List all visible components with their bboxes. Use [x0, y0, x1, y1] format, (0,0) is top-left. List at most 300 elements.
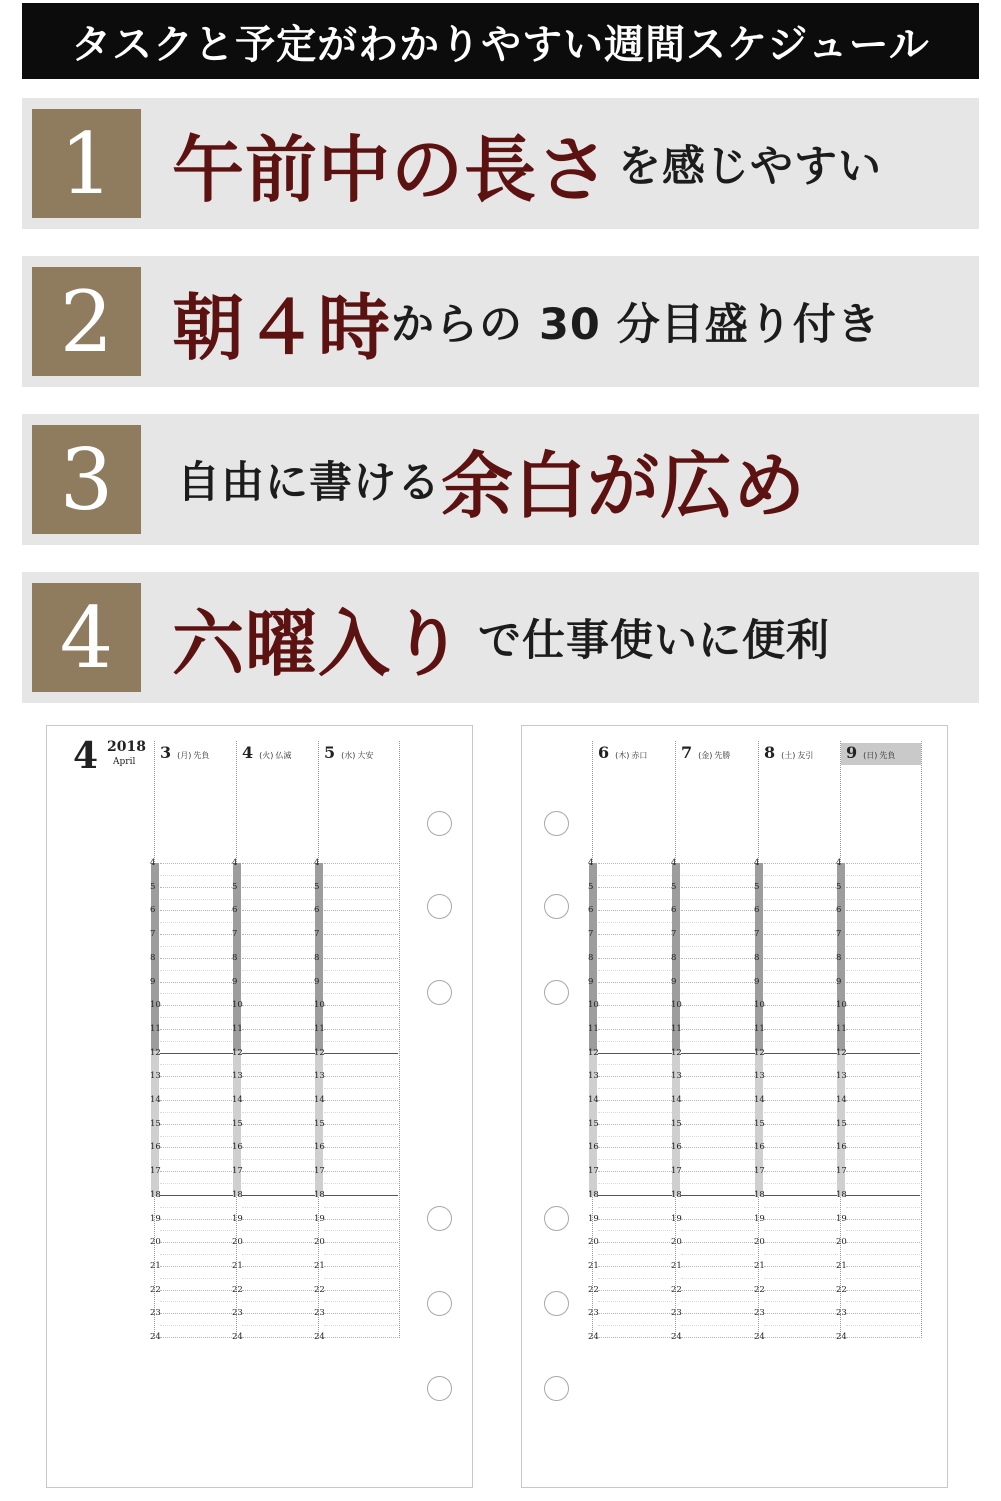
day-column — [671, 741, 760, 1342]
feature-emphasis: 余白が広め — [441, 443, 807, 528]
hour-line — [598, 910, 672, 911]
month-english: April — [113, 757, 136, 767]
hour-line — [846, 1171, 920, 1172]
hour-line — [846, 1313, 920, 1314]
half-hour-line — [764, 899, 838, 900]
hour-line — [242, 1124, 316, 1125]
half-hour-line — [764, 1112, 838, 1113]
hour-label: 18 — [588, 1189, 599, 1200]
half-hour-line — [160, 1088, 234, 1089]
hour-line — [764, 958, 838, 959]
half-hour-line — [846, 1159, 920, 1160]
half-hour-line — [324, 1278, 398, 1279]
hour-label: 19 — [671, 1213, 682, 1224]
hour-label: 6 — [232, 905, 238, 916]
half-hour-line — [160, 946, 234, 947]
hour-label: 21 — [314, 1260, 325, 1271]
hour-line — [598, 934, 672, 935]
hour-line — [324, 910, 398, 911]
hour-label: 7 — [150, 929, 156, 940]
feature-text: を感じやすい — [618, 142, 883, 192]
half-hour-line — [598, 1325, 672, 1326]
hour-label: 11 — [314, 1023, 325, 1034]
half-hour-line — [846, 946, 920, 947]
half-hour-line — [324, 1136, 398, 1137]
half-hour-line — [160, 1325, 234, 1326]
hour-label: 9 — [588, 976, 594, 987]
hour-line — [764, 887, 838, 888]
half-hour-line — [160, 1183, 234, 1184]
hour-label: 22 — [588, 1284, 599, 1295]
hour-line — [160, 910, 234, 911]
weekday-label: (日) — [863, 751, 878, 760]
half-hour-line — [681, 1325, 755, 1326]
hour-label: 23 — [754, 1308, 765, 1319]
hour-line — [598, 1029, 672, 1030]
half-hour-line — [242, 1064, 316, 1065]
day-column — [754, 741, 840, 1342]
hour-line — [160, 1242, 234, 1243]
half-hour-line — [846, 899, 920, 900]
hour-line — [242, 1029, 316, 1030]
half-hour-line — [846, 1230, 920, 1231]
rokuyo-label: 先負 — [879, 751, 896, 760]
half-hour-line — [160, 1136, 234, 1137]
half-hour-line — [324, 875, 398, 876]
rokuyo-label: 大安 — [357, 751, 374, 760]
hour-line — [242, 1266, 316, 1267]
half-hour-line — [160, 1207, 234, 1208]
hour-label: 8 — [232, 952, 238, 963]
hour-label: 7 — [588, 929, 594, 940]
day-number: 9 — [846, 743, 858, 762]
hour-label: 5 — [150, 881, 156, 892]
header-banner — [22, 3, 979, 79]
hour-line — [242, 958, 316, 959]
hour-line — [846, 1076, 920, 1077]
hour-line — [160, 1005, 234, 1006]
half-hour-line — [242, 899, 316, 900]
half-hour-line — [764, 1064, 838, 1065]
half-hour-line — [324, 1112, 398, 1113]
half-hour-line — [681, 1207, 755, 1208]
hour-label: 4 — [754, 858, 760, 868]
hour-label: 9 — [754, 976, 760, 987]
hour-label: 23 — [671, 1308, 682, 1319]
binder-hole — [544, 1291, 569, 1316]
half-hour-line — [598, 993, 672, 994]
half-hour-line — [324, 1159, 398, 1160]
hour-line — [846, 1005, 920, 1006]
half-hour-line — [598, 1041, 672, 1042]
half-hour-line — [681, 1017, 755, 1018]
half-hour-line — [846, 1278, 920, 1279]
hour-line — [764, 1266, 838, 1267]
hour-label: 11 — [232, 1023, 243, 1034]
hour-label: 8 — [314, 952, 320, 963]
hour-line — [324, 887, 398, 888]
hour-label: 12 — [836, 1047, 847, 1058]
half-hour-line — [764, 1254, 838, 1255]
half-hour-line — [324, 1017, 398, 1018]
hour-line — [846, 1053, 920, 1054]
hour-label: 4 — [671, 858, 677, 868]
half-hour-line — [242, 1207, 316, 1208]
hour-label: 13 — [150, 1071, 161, 1082]
half-hour-line — [324, 1325, 398, 1326]
half-hour-line — [160, 1230, 234, 1231]
binder-hole — [427, 1206, 452, 1231]
hour-label: 16 — [671, 1142, 682, 1153]
day-header — [764, 743, 813, 765]
hour-label: 16 — [754, 1142, 765, 1153]
hour-label: 21 — [754, 1260, 765, 1271]
hour-label: 7 — [754, 929, 760, 940]
hour-line — [242, 1290, 316, 1291]
hour-line — [681, 1266, 755, 1267]
half-hour-line — [598, 1112, 672, 1113]
hour-line — [160, 1313, 234, 1314]
hour-line — [846, 958, 920, 959]
rokuyo-label: 赤口 — [631, 751, 648, 760]
half-hour-line — [598, 922, 672, 923]
half-hour-line — [324, 922, 398, 923]
half-hour-line — [846, 1183, 920, 1184]
half-hour-line — [764, 1207, 838, 1208]
hour-line — [242, 863, 316, 864]
hour-label: 12 — [314, 1047, 325, 1058]
hour-label: 23 — [150, 1308, 161, 1319]
hour-label: 23 — [588, 1308, 599, 1319]
hour-label: 19 — [754, 1213, 765, 1224]
hour-label: 15 — [836, 1118, 847, 1129]
half-hour-line — [242, 875, 316, 876]
half-hour-line — [681, 993, 755, 994]
hour-line — [598, 1195, 672, 1196]
half-hour-line — [681, 970, 755, 971]
hour-line — [764, 1147, 838, 1148]
hour-line — [764, 1242, 838, 1243]
hour-line — [324, 1266, 398, 1267]
hour-label: 16 — [588, 1142, 599, 1153]
half-hour-line — [764, 1136, 838, 1137]
hour-label: 13 — [836, 1071, 847, 1082]
hour-label: 20 — [314, 1237, 325, 1248]
day-header — [681, 743, 730, 765]
hour-line — [242, 1053, 316, 1054]
half-hour-line — [764, 1230, 838, 1231]
day-number: 5 — [324, 743, 336, 762]
half-hour-line — [598, 1254, 672, 1255]
half-hour-line — [846, 1041, 920, 1042]
half-hour-line — [160, 970, 234, 971]
hour-label: 18 — [232, 1189, 243, 1200]
half-hour-line — [160, 1254, 234, 1255]
hour-line — [598, 1290, 672, 1291]
feature-text: からの 30 分目盛り付き — [391, 300, 881, 350]
hour-line — [598, 1266, 672, 1267]
half-hour-line — [324, 1254, 398, 1255]
hour-line — [846, 1266, 920, 1267]
hour-line — [681, 1100, 755, 1101]
half-hour-line — [846, 1017, 920, 1018]
half-hour-line — [242, 1325, 316, 1326]
hour-line — [242, 1076, 316, 1077]
half-hour-line — [160, 922, 234, 923]
hour-line — [160, 863, 234, 864]
hour-line — [324, 1100, 398, 1101]
day-column — [232, 741, 318, 1342]
hour-line — [764, 1337, 838, 1338]
hour-label: 17 — [754, 1166, 765, 1177]
hour-label: 10 — [754, 1000, 765, 1011]
half-hour-line — [242, 1183, 316, 1184]
hour-line — [764, 1053, 838, 1054]
planner-page-left — [46, 725, 473, 1488]
hour-label: 19 — [588, 1213, 599, 1224]
hour-line — [764, 1313, 838, 1314]
hour-label: 10 — [588, 1000, 599, 1011]
hour-label: 9 — [314, 976, 320, 987]
weekday-label: (火) — [259, 751, 274, 760]
hour-label: 15 — [671, 1118, 682, 1129]
hour-label: 7 — [232, 929, 238, 940]
hour-label: 19 — [232, 1213, 243, 1224]
binder-hole — [427, 980, 452, 1005]
hour-label: 12 — [671, 1047, 682, 1058]
hour-label: 18 — [671, 1189, 682, 1200]
half-hour-line — [242, 1088, 316, 1089]
hour-label: 14 — [754, 1095, 765, 1105]
half-hour-line — [242, 1041, 316, 1042]
day-column — [314, 741, 400, 1342]
weekday-label: (月) — [177, 751, 192, 760]
half-hour-line — [242, 1254, 316, 1255]
hour-label: 13 — [314, 1071, 325, 1082]
hour-line — [242, 910, 316, 911]
half-hour-line — [324, 1041, 398, 1042]
hour-line — [681, 1219, 755, 1220]
half-hour-line — [764, 875, 838, 876]
day-header — [841, 743, 921, 765]
binder-hole — [544, 811, 569, 836]
hour-line — [846, 1100, 920, 1101]
feature-number: 3 — [32, 425, 141, 534]
day-header — [242, 743, 291, 765]
hour-line — [160, 1195, 234, 1196]
hour-label: 4 — [836, 858, 842, 868]
hour-line — [324, 1171, 398, 1172]
half-hour-line — [598, 970, 672, 971]
half-hour-line — [846, 875, 920, 876]
rokuyo-label: 仏滅 — [275, 751, 292, 760]
hour-line — [598, 1076, 672, 1077]
half-hour-line — [846, 1112, 920, 1113]
hour-line — [324, 1313, 398, 1314]
half-hour-line — [160, 1278, 234, 1279]
hour-line — [598, 1219, 672, 1220]
hour-line — [160, 1029, 234, 1030]
hour-line — [160, 887, 234, 888]
half-hour-line — [681, 1278, 755, 1279]
hour-line — [324, 982, 398, 983]
half-hour-line — [160, 1159, 234, 1160]
half-hour-line — [764, 970, 838, 971]
hour-label: 22 — [232, 1284, 243, 1295]
half-hour-line — [324, 1183, 398, 1184]
feature-emphasis: 午前中の長さ — [172, 127, 611, 212]
hour-line — [242, 934, 316, 935]
hour-line — [160, 1124, 234, 1125]
hour-label: 16 — [314, 1142, 325, 1153]
hour-line — [160, 1076, 234, 1077]
hour-line — [242, 1313, 316, 1314]
hour-label: 8 — [836, 952, 842, 963]
hour-label: 14 — [150, 1095, 161, 1105]
hour-line — [846, 1147, 920, 1148]
half-hour-line — [160, 1041, 234, 1042]
hour-line — [681, 887, 755, 888]
hour-line — [846, 887, 920, 888]
hour-label: 7 — [671, 929, 677, 940]
hour-label: 16 — [836, 1142, 847, 1153]
hour-label: 9 — [671, 976, 677, 987]
half-hour-line — [598, 899, 672, 900]
hour-label: 24 — [150, 1332, 161, 1342]
weekday-label: (金) — [698, 751, 713, 760]
hour-line — [324, 958, 398, 959]
hour-line — [598, 1100, 672, 1101]
hour-label: 12 — [754, 1047, 765, 1058]
hour-label: 5 — [588, 881, 594, 892]
feature-4 — [22, 572, 979, 703]
hour-line — [764, 863, 838, 864]
hour-label: 24 — [671, 1332, 682, 1342]
hour-line — [160, 1171, 234, 1172]
hour-line — [242, 1100, 316, 1101]
hour-line — [160, 1053, 234, 1054]
half-hour-line — [598, 1017, 672, 1018]
hour-line — [846, 1290, 920, 1291]
hour-line — [681, 1124, 755, 1125]
half-hour-line — [160, 1301, 234, 1302]
hour-label: 20 — [588, 1237, 599, 1248]
hour-line — [160, 958, 234, 959]
hour-label: 18 — [836, 1189, 847, 1200]
hour-label: 6 — [314, 905, 320, 916]
half-hour-line — [324, 1088, 398, 1089]
hour-label: 20 — [836, 1237, 847, 1248]
weekday-label: (土) — [781, 751, 796, 760]
hour-label: 16 — [150, 1142, 161, 1153]
hour-label: 22 — [754, 1284, 765, 1295]
half-hour-line — [764, 946, 838, 947]
half-hour-line — [846, 1207, 920, 1208]
year-label: 2018 — [107, 739, 146, 755]
hour-label: 21 — [671, 1260, 682, 1271]
half-hour-line — [681, 1254, 755, 1255]
hour-label: 13 — [671, 1071, 682, 1082]
hour-label: 6 — [671, 905, 677, 916]
half-hour-line — [846, 1254, 920, 1255]
hour-label: 24 — [754, 1332, 765, 1342]
hour-label: 17 — [232, 1166, 243, 1177]
hour-label: 18 — [754, 1189, 765, 1200]
half-hour-line — [598, 1136, 672, 1137]
hour-line — [598, 1005, 672, 1006]
half-hour-line — [598, 1088, 672, 1089]
hour-line — [598, 1313, 672, 1314]
hour-label: 21 — [150, 1260, 161, 1271]
hour-label: 14 — [588, 1095, 599, 1105]
hour-line — [681, 1147, 755, 1148]
half-hour-line — [160, 1017, 234, 1018]
planner-page-right — [521, 725, 948, 1488]
hour-line — [846, 1219, 920, 1220]
hour-label: 22 — [836, 1284, 847, 1295]
hour-line — [324, 1029, 398, 1030]
half-hour-line — [681, 946, 755, 947]
hour-label: 14 — [232, 1095, 243, 1105]
hour-label: 22 — [150, 1284, 161, 1295]
half-hour-line — [598, 1278, 672, 1279]
hour-line — [681, 982, 755, 983]
half-hour-line — [764, 1159, 838, 1160]
hour-label: 17 — [588, 1166, 599, 1177]
half-hour-line — [324, 993, 398, 994]
hour-label: 10 — [836, 1000, 847, 1011]
hour-line — [764, 910, 838, 911]
half-hour-line — [598, 1301, 672, 1302]
hour-label: 15 — [232, 1118, 243, 1129]
hour-line — [764, 1076, 838, 1077]
half-hour-line — [846, 993, 920, 994]
binder-hole — [427, 811, 452, 836]
hour-label: 12 — [232, 1047, 243, 1058]
hour-line — [681, 1076, 755, 1077]
hour-label: 4 — [150, 858, 156, 868]
hour-line — [681, 1242, 755, 1243]
hour-label: 23 — [314, 1308, 325, 1319]
half-hour-line — [242, 922, 316, 923]
hour-line — [324, 1219, 398, 1220]
hour-label: 10 — [232, 1000, 243, 1011]
hour-line — [598, 1124, 672, 1125]
month-number: 4 — [73, 735, 99, 777]
hour-label: 11 — [754, 1023, 765, 1034]
hour-label: 15 — [314, 1118, 325, 1129]
hour-label: 8 — [671, 952, 677, 963]
half-hour-line — [681, 1183, 755, 1184]
hour-label: 21 — [232, 1260, 243, 1271]
hour-label: 17 — [836, 1166, 847, 1177]
half-hour-line — [598, 875, 672, 876]
half-hour-line — [160, 993, 234, 994]
half-hour-line — [681, 1159, 755, 1160]
day-number: 6 — [598, 743, 610, 762]
binder-hole — [427, 894, 452, 919]
hour-line — [160, 1337, 234, 1338]
half-hour-line — [324, 1064, 398, 1065]
half-hour-line — [846, 1064, 920, 1065]
hour-line — [846, 1337, 920, 1338]
hour-line — [598, 1053, 672, 1054]
day-number: 8 — [764, 743, 776, 762]
hour-line — [764, 1100, 838, 1101]
half-hour-line — [846, 1088, 920, 1089]
half-hour-line — [598, 1183, 672, 1184]
half-hour-line — [242, 970, 316, 971]
